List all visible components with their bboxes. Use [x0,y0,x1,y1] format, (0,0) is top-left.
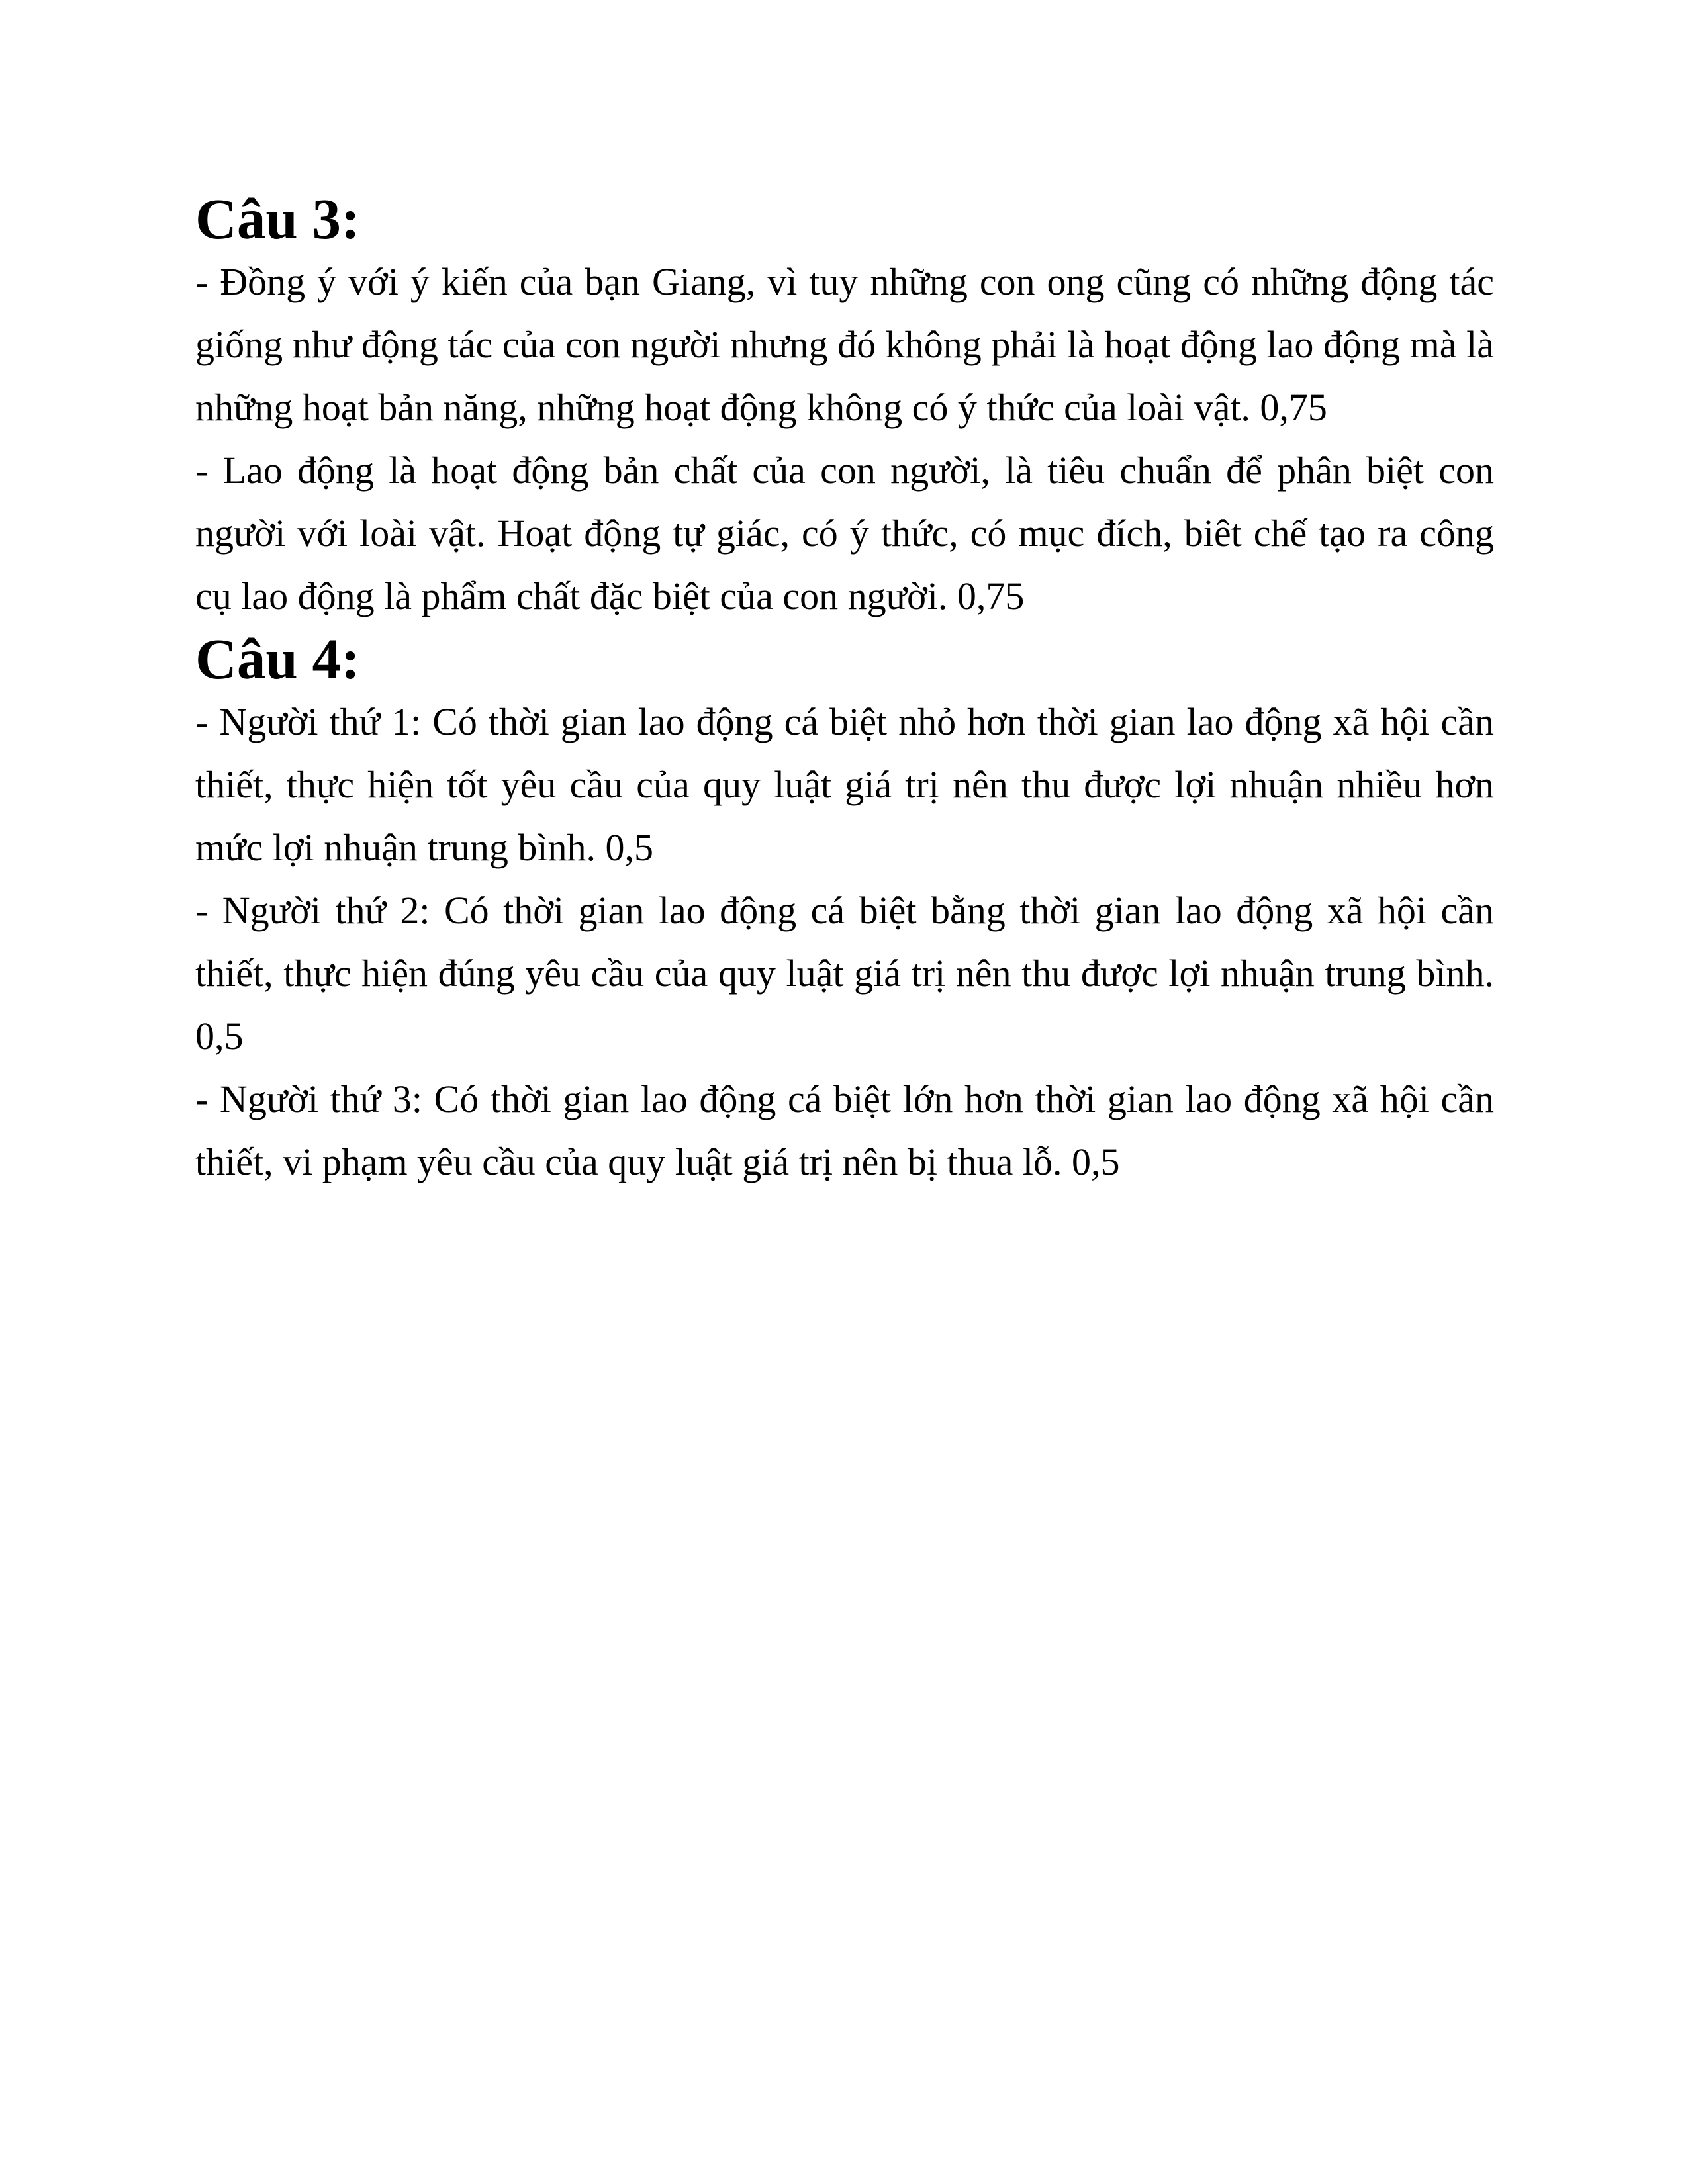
answer-paragraph: - Đồng ý với ý kiến của bạn Giang, vì tuy những con ong cũng có những động tác giống như động tác của con người nhưng đó không phải là hoạt động lao động mà là những hoạt bản năng, những hoạt động không có ý thức của loài vật. 0,75 [195,260,1494,429]
answer-paragraph: - Lao động là hoạt động bản chất của con người, là tiêu chuẩn để phân biệt con người với loài vật. Hoạt động tự giác, có ý thức, có mục đích, biêt chế tạo ra công cụ lao động là phẩm chất đặc biệt của con người. 0,75 [195,449,1494,617]
answer-paragraph: - Người thứ 1: Có thời gian lao động cá biệt nhỏ hơn thời gian lao động xã hội cần thiết, thực hiện tốt yêu cầu của quy luật giá trị nên thu được lợi nhuận nhiều hơn mức lợi nhuận trung bình. 0,5 [195,700,1494,869]
section-cau-3 [195,187,1494,627]
answer-paragraph: - Người thứ 3: Có thời gian lao động cá biệt lớn hơn thời gian lao động xã hội cần thiết, vi phạm yêu cầu của quy luật giá trị nên bị thua lỗ. 0,5 [195,1077,1494,1183]
section-cau-4 [195,627,1494,1193]
section-heading-cau-4: Câu 4: [195,627,360,691]
section-heading-cau-3: Câu 3: [195,187,360,251]
answer-paragraph: - Người thứ 2: Có thời gian lao động cá biệt bằng thời gian lao động xã hội cần thiết, thực hiện đúng yêu cầu của quy luật giá trị nên thu được lợi nhuận trung bình. 0,5 [195,889,1494,1058]
